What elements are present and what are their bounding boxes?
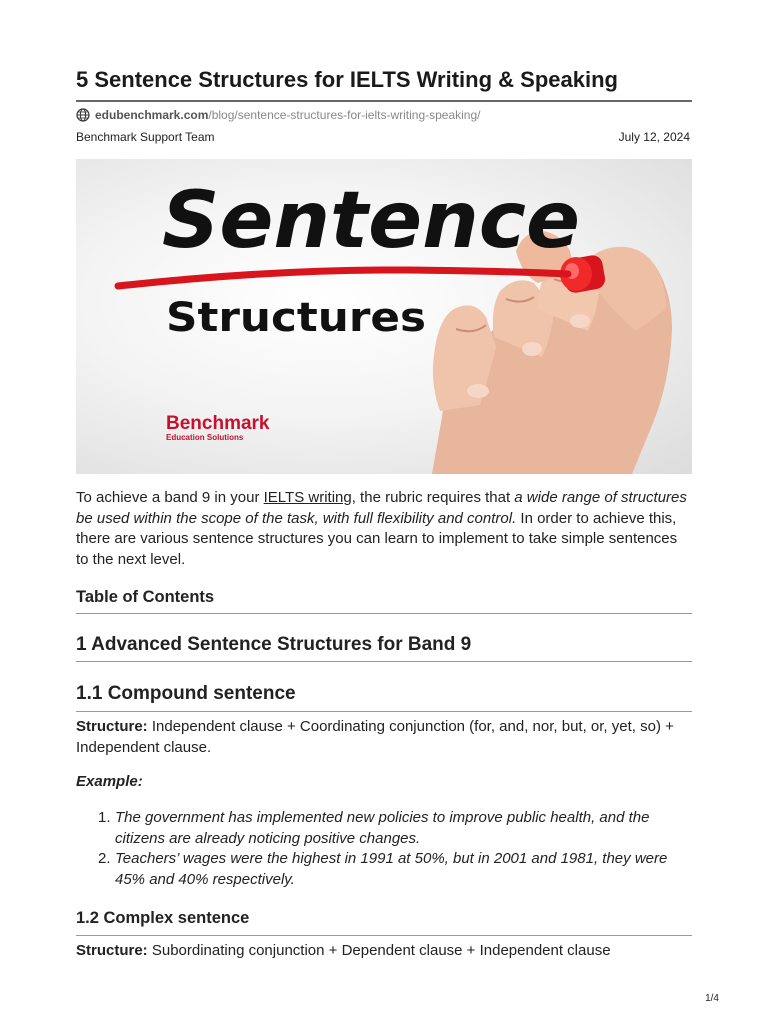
article-title: 5 Sentence Structures for IELTS Writing & Speaking [76, 67, 618, 92]
list-number: 1. [98, 809, 111, 826]
article-meta [76, 130, 692, 146]
brand-tagline: Education Solutions [166, 433, 244, 442]
structure-text: Subordinating conjunction + Dependent clause + Independent clause [147, 942, 611, 959]
example-text: The government has implemented new policies to improve public health, and the citizens are already noticing positive changes. [115, 809, 650, 847]
page-number: 1/4 [705, 993, 719, 1004]
example-label: Example: [76, 773, 143, 790]
toc-heading[interactable]: Table of Contents [76, 588, 215, 606]
hero-subheadline: Structures [166, 295, 426, 341]
list-number: 2. [98, 850, 111, 867]
hero-headline: Sentence [162, 176, 580, 266]
example-list [76, 808, 692, 890]
toc-divider [76, 613, 692, 614]
source-url[interactable] [76, 107, 692, 123]
structure-text: Independent clause + Coordinating conjunction (for, and, nor, but, or, yet, so) + Independent clause. [76, 718, 674, 756]
author: Benchmark Support Team [76, 130, 215, 144]
source-path[interactable]: /blog/sentence-structures-for-ielts-writing-speaking/ [208, 108, 481, 122]
structure-paragraph [76, 717, 692, 758]
intro-text: In order to achieve this, there are various sentence structures you can learn to implement to take simple sentences to the next level. [76, 509, 678, 568]
structure-label: Structure: [76, 942, 148, 959]
section-heading: 1 Advanced Sentence Structures for Band 9 [76, 634, 472, 655]
structure-label: Structure: [76, 718, 148, 735]
intro-text: , the rubric requires that [351, 489, 515, 506]
list-item [76, 808, 692, 849]
intro-paragraph [76, 488, 692, 570]
hero-image [76, 159, 692, 474]
globe-icon [76, 108, 90, 122]
subsection-divider [76, 711, 692, 712]
publish-date: July 12, 2024 [618, 130, 690, 144]
red-underline [118, 270, 568, 286]
intro-quote: a wide range of structures be used within the scope of the task, with full flexibility and control. [76, 489, 687, 527]
brand-logo: Benchmark [166, 413, 270, 434]
section-divider [76, 661, 692, 662]
example-text: Teachers’ wages were the highest in 1991 at 50%, but in 2001 and 1981, they were 45% and 40% respectively. [115, 850, 668, 888]
title-divider [76, 100, 692, 102]
ielts-writing-link[interactable]: IELTS writing [263, 489, 352, 506]
subsection-divider [76, 935, 692, 936]
intro-text: To achieve a band 9 in your [76, 489, 264, 506]
source-domain[interactable]: edubenchmark.com [95, 108, 209, 122]
list-item [76, 849, 692, 890]
subsection-heading: 1.2 Complex sentence [76, 909, 250, 927]
structure-paragraph [76, 941, 692, 962]
subsection-heading: 1.1 Compound sentence [76, 683, 296, 704]
